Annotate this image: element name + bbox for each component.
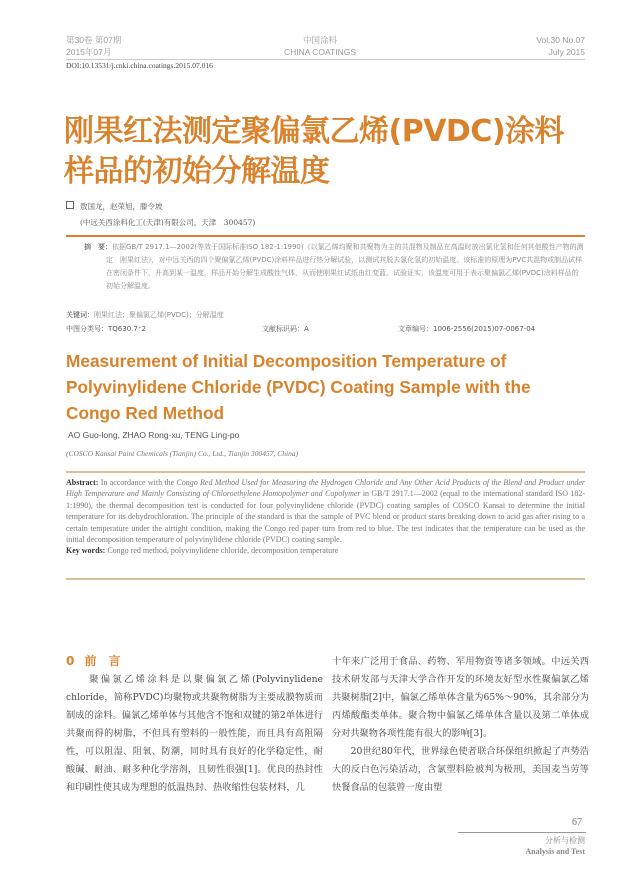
abstract-bottom-rule <box>66 578 585 580</box>
date-cn: 2015年07月 <box>66 47 112 57</box>
journal-issue-en <box>536 34 585 58</box>
abstract-cn <box>84 241 584 293</box>
journal-name-en: CHINA COATINGS <box>283 47 357 57</box>
abstract-en-label: Abstract: <box>66 478 99 487</box>
body-paragraph: 十年来广泛用于食品、药物、军用物资等诸多领域。中远关西技术研发部与天津大学合作开发的环境友好型水性聚偏氯乙烯共聚树脂[2]中，偏氯乙烯单体含量为65%～90%，其余部分为丙烯酸酯类单体。聚合物中偏氯乙烯单体含量以及第二单体成分对共聚物各项性能有很大的影响[3]。 <box>332 656 589 739</box>
article-number: 文章编号：1006-2556(2015)07-0067-04 <box>398 325 536 333</box>
title-cn-line: 刚果红法测定聚偏氯乙烯(PVDC)涂料 <box>64 114 565 149</box>
affiliation-cn: (中远关西涂料化工(天津)有限公司，天津 300457) <box>80 218 256 227</box>
title-cn-line: 样品的初始分解温度 <box>64 154 330 189</box>
abstract-en-text: in GB/T 2917.1—2002 (equal to the international standard ISO 182-1:1990), the thermal decomposition test is conducted for four polyvinylidene chloride (PVDC) coating samples of COSCO Kansai to determine the initial temperature for its dehydrochloration. The principle of the standard is that the sample of PVC blend or product starts breaking down to acid gas after rising to a certain temperature under the airtight condition, making the Congo red paper turn from red to blue. The test indicates that the temperature can be used as the initial decomposition temperature of polyvinylidene chloride (PVDC) coating sample. <box>66 489 585 545</box>
journal-name-cn: 中国涂料 <box>302 35 337 45</box>
keywords-cn-text: 刚果红法；聚偏氯乙烯(PVDC)；分解温度 <box>94 311 224 319</box>
section-heading: 0 前 言 <box>66 654 121 668</box>
authors-cn: 敖国龙，赵荣旭，滕令坡 <box>80 202 163 211</box>
clc-number: 中图分类号：TQ630.7⁺2 <box>66 325 146 333</box>
document-code: 文献标识码：A <box>262 325 309 333</box>
keywords-en-text: Congo red method, polyvinylidene chloride, decomposition temperature <box>105 546 339 556</box>
footer-section-cn: 分析与检测 <box>545 836 585 845</box>
title-en-line: Congo Red Method <box>66 403 225 423</box>
doi: DOI:10.13531/j.cnki.china.coatings.2015.07.016 <box>66 61 213 70</box>
keywords-cn <box>66 309 224 322</box>
cited-standard-title: Congo Red Method Used for Measuring the Hydrogen Chloride and Any Other Acid Products of the Blend and Product under High Temperature and Mainly Consisting of Chloroethylene Homopolymer and Copolymer <box>66 478 585 499</box>
page-number: 67 <box>572 817 582 828</box>
header-rule <box>66 59 585 60</box>
date-en: July 2015 <box>548 47 585 57</box>
abstract-en <box>66 477 585 557</box>
body-column-left: 聚偏氯乙烯涂料是以聚偏氯乙烯(Polyvinylidene chloride，简称PVDC)均聚物或共聚物树脂为主要成膜物质而制成的涂料。偏氯乙烯单体与其他含不饱和双键的第2单体进行共聚而得的树脂，不但具有塑料的一般性能，而且具有高阻隔性，可以阻湿、阻氧、防潮，同时具有良好的化学稳定性，耐酸碱、耐油、耐多种化学溶剂，且韧性很强[1]。优良的热封性和印刷性使其成为理想的低温热封、热收缩性包装材料，几 <box>66 674 323 793</box>
keywords-cn-label: 关键词： <box>66 311 94 319</box>
abstract-cn-label: 摘 要： <box>84 243 112 251</box>
title-en-line: Measurement of Initial Decomposition Temperature of <box>66 351 507 371</box>
authors-en: AO Guo-long, ZHAO Rong-xu, TENG Ling-po <box>68 430 240 440</box>
volume-en: Vol.30 No.07 <box>536 35 585 45</box>
orange-rule <box>66 235 585 237</box>
title-en <box>66 348 531 426</box>
body-column-right <box>332 653 589 797</box>
abstract-cn-text: 依据GB/T 2917.1—2002(等效于国际标准ISO 182-1:1990)《以氯乙烯均聚和共聚物为主的共混物及制品在高温时放出氯化氢和任何其他酸性产物的测定 刚果红法》，对中远关西的四个聚偏氯乙烯(PVDC)涂料样品进行热分解试验，以测试其脱去氯化氢的初始温度。该标准的原理为PVC共混物或制品试样在密闭条件下，升高到某一温度，样品开始分解生成酸性气体，从而使刚果红试纸由红变蓝。试验证实，该温度可用于表示聚偏氯乙烯(PVDC)涂料样品的初始分解温度。 <box>106 243 584 290</box>
affiliation-en: (COSCO Kansai Paint Chemicals (Tianjin) Co., Ltd., Tianjin 300457, China) <box>66 449 299 458</box>
title-en-line: Polyvinylidene Chloride (PVDC) Coating Sample with the <box>66 377 531 397</box>
authors-cn-row <box>66 200 163 213</box>
title-cn <box>64 112 564 192</box>
footer-rule <box>458 832 586 833</box>
body-paragraph: 20世纪80年代，世界绿色使者联合环保组织掀起了声势浩大的反白色污染活动，含氯塑料险被判为极刑，美国麦当劳等快餐食品的包装曾一度由塑 <box>332 746 589 793</box>
keywords-en-label: Key words: <box>66 546 106 556</box>
footer-section-en: Analysis and Test <box>525 847 585 856</box>
abstract-en-text: In accordance with the <box>98 478 177 487</box>
footer-section <box>525 835 585 857</box>
square-bullet-icon <box>66 201 74 209</box>
abstract-top-rule <box>66 471 585 473</box>
volume-cn: 第30卷 第07期 <box>66 35 122 45</box>
